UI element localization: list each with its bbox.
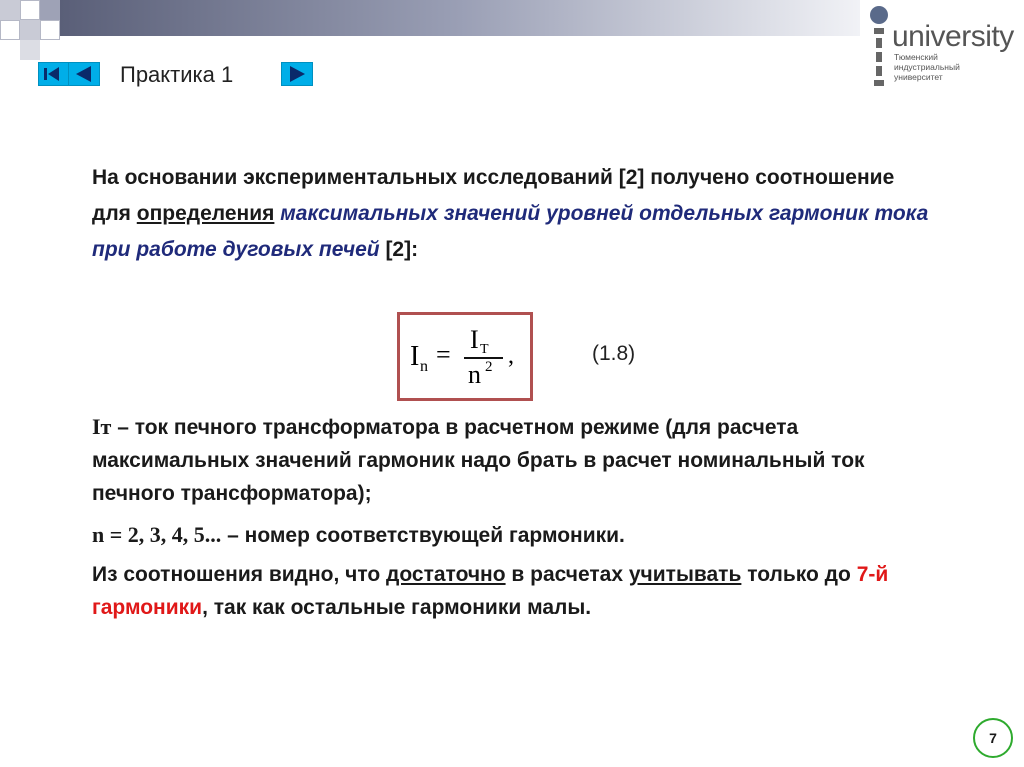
globe-icon bbox=[870, 6, 888, 24]
svg-text:n: n bbox=[468, 360, 481, 387]
previous-slide-icon bbox=[69, 63, 99, 85]
first-slide-button[interactable] bbox=[38, 62, 70, 86]
corner-square-4 bbox=[0, 20, 20, 40]
corner-square-7 bbox=[20, 40, 40, 60]
previous-slide-button[interactable] bbox=[68, 62, 100, 86]
conclusion-paragraph: Из соотношения видно, что достаточно в расчетах учитывать только до 7-й гармоники, так как остальные гармоники малы. bbox=[92, 563, 889, 619]
harmonic-current-formula bbox=[408, 323, 523, 387]
first-slide-icon bbox=[39, 63, 69, 85]
svg-text:I: I bbox=[470, 325, 479, 354]
svg-text:=: = bbox=[436, 340, 451, 369]
page-number-badge bbox=[973, 718, 1013, 758]
it-definition: Iт – ток печного трансформатора в расчетном режиме (для расчета максимальных значений гармоник надо брать в расчет номинальный ток печного трансформатора); bbox=[92, 414, 865, 505]
corner-square-3 bbox=[40, 0, 60, 20]
logo-wordmark: university bbox=[892, 20, 1014, 53]
corner-square-6 bbox=[40, 20, 60, 40]
svg-text:,: , bbox=[508, 343, 514, 369]
logo-bars-icon bbox=[872, 26, 886, 88]
logo-subtitle: Тюменский индустриальный университет bbox=[894, 52, 960, 82]
university-logo bbox=[866, 4, 1024, 90]
it-symbol: Iт bbox=[92, 414, 112, 439]
corner-square-1 bbox=[0, 0, 20, 20]
svg-text:T: T bbox=[480, 342, 489, 357]
slide-title: Практика 1 bbox=[120, 62, 234, 87]
formula-box bbox=[397, 312, 533, 401]
intro-paragraph: На основании экспериментальных исследований [2] получено соотношение для определения максимальных значений уровней отдельных гармоник тока при работе дуговых печей [2]: bbox=[92, 166, 929, 261]
svg-text:I: I bbox=[410, 341, 420, 372]
equation-number: (1.8) bbox=[592, 342, 636, 365]
n-symbol: n = 2, 3, 4, 5... bbox=[92, 522, 222, 547]
next-slide-icon bbox=[282, 63, 312, 85]
corner-square-5 bbox=[20, 20, 40, 40]
svg-text:2: 2 bbox=[485, 359, 493, 375]
next-slide-button[interactable] bbox=[281, 62, 313, 86]
page-number: 7 bbox=[989, 730, 997, 746]
header-band bbox=[0, 0, 860, 36]
n-definition: n = 2, 3, 4, 5... – номер соответствующей гармоники. bbox=[92, 522, 625, 547]
svg-text:n: n bbox=[420, 358, 428, 375]
corner-square-2 bbox=[20, 0, 40, 20]
